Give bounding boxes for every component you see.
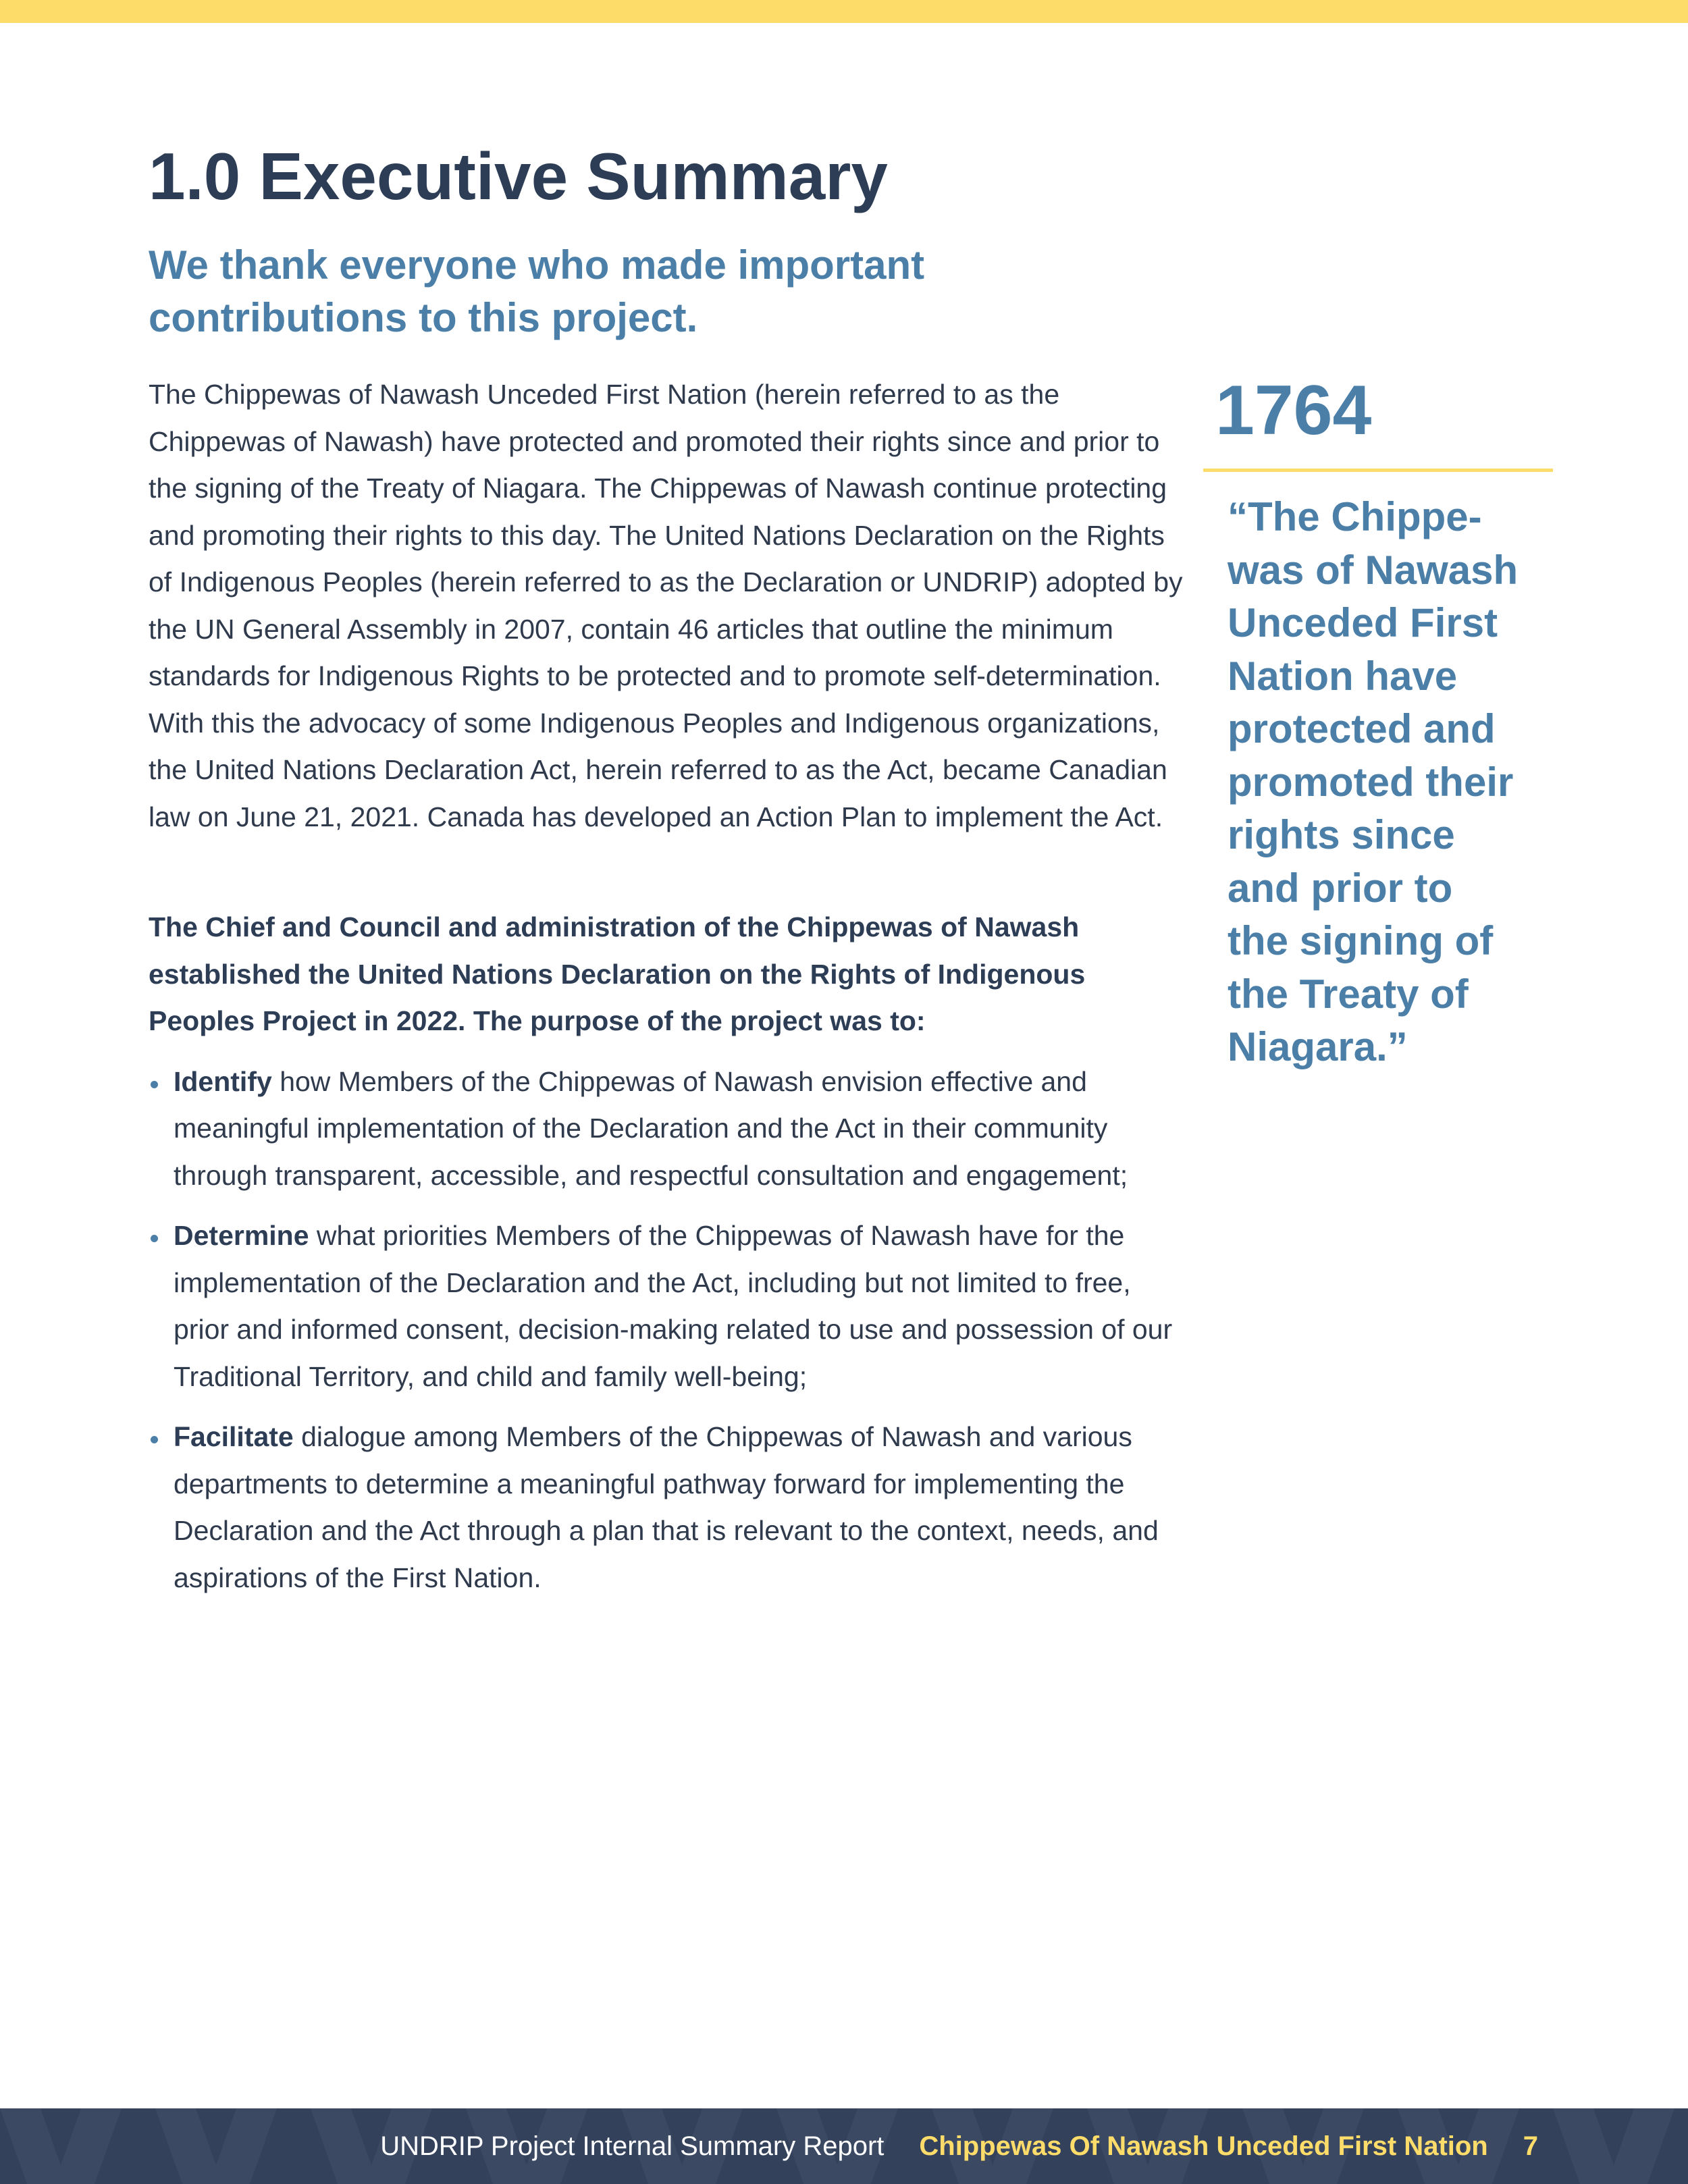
sidebar-year: 1764 [1215,371,1372,450]
purpose-text: what priorities Members of the Chippewas of Nawash have for the implementation of the Declaration and the Act, including but not limited to free, prior and informed consent, decision-making related to use and possession of our Traditional Territory, and child and family well-being; [174,1220,1173,1392]
purpose-item-determine [149,1213,1188,1400]
top-accent-bar [0,0,1688,23]
main-column [149,371,1188,1615]
purpose-verb: Facilitate [174,1421,294,1452]
bullet-icon [151,1436,158,1443]
purpose-list [149,1059,1188,1602]
bullet-icon [151,1235,158,1242]
purpose-verb: Identify [174,1065,272,1097]
purpose-verb: Determine [174,1220,309,1251]
sidebar-quote: “The Chippe- was of Nawash Unceded First Nation have protected and promoted their rights since and prior to the signing of the Treaty of Niagara.” [1228,494,1519,1069]
footer-report-title: UNDRIP Project Internal Summary Report [380,2131,885,2161]
purpose-item-facilitate [149,1414,1188,1601]
sidebar-callout [1203,370,1553,1074]
bullet-icon [151,1081,158,1088]
purpose-item-identify [149,1059,1188,1200]
footer-organization: Chippewas Of Nawash Unceded First Nation [919,2131,1488,2161]
footer-text [380,2108,1538,2184]
purpose-text: dialogue among Members of the Chippewas of Nawash and various departments to determine a meaningful pathway forward for implementing the Declaration and the Act through a plan that is relevant to the context, needs, and aspirations of the First Nation. [174,1421,1159,1593]
page-subtitle: We thank everyone who made important contributions to this project. [149,242,925,340]
page-number: 7 [1523,2131,1538,2161]
purpose-text: how Members of the Chippewas of Nawash envision effective and meaningful implementation of the Declaration and the Act in their community through transparent, accessible, and respectful consultation and engagement; [174,1065,1128,1191]
page-title: 1.0 Executive Summary [149,139,888,213]
page-footer [0,2108,1688,2184]
intro-paragraph: The Chippewas of Nawash Unceded First Nation (herein referred to as the Chippewas of Nawash) have protected and promoted their rights since and prior to the signing of the Treaty of Niagara. The Chippewas of Nawash continue protecting and promoting their rights to this day. The United Nations Declaration on the Rights of Indigenous Peoples (herein referred to as the Declaration or UNDRIP) adopted by the UN General Assembly in 2007, contain 46 articles that outline the minimum standards for Indigenous Rights to be protected and to promote self-determination. With this the advocacy of some Indigenous Peoples and Indigenous organizations, the United Nations Declaration Act, herein referred to as the Act, became Canadian law on June 21, 2021. Canada has developed an Action Plan to implement the Act. [149,379,1183,832]
purpose-intro: The Chief and Council and administration of the Chippewas of Nawash established the United Nations Declaration on the Rights of Indigenous Peoples Project in 2022. The purpose of the project was to: [149,911,1086,1036]
sidebar-divider [1203,469,1553,472]
